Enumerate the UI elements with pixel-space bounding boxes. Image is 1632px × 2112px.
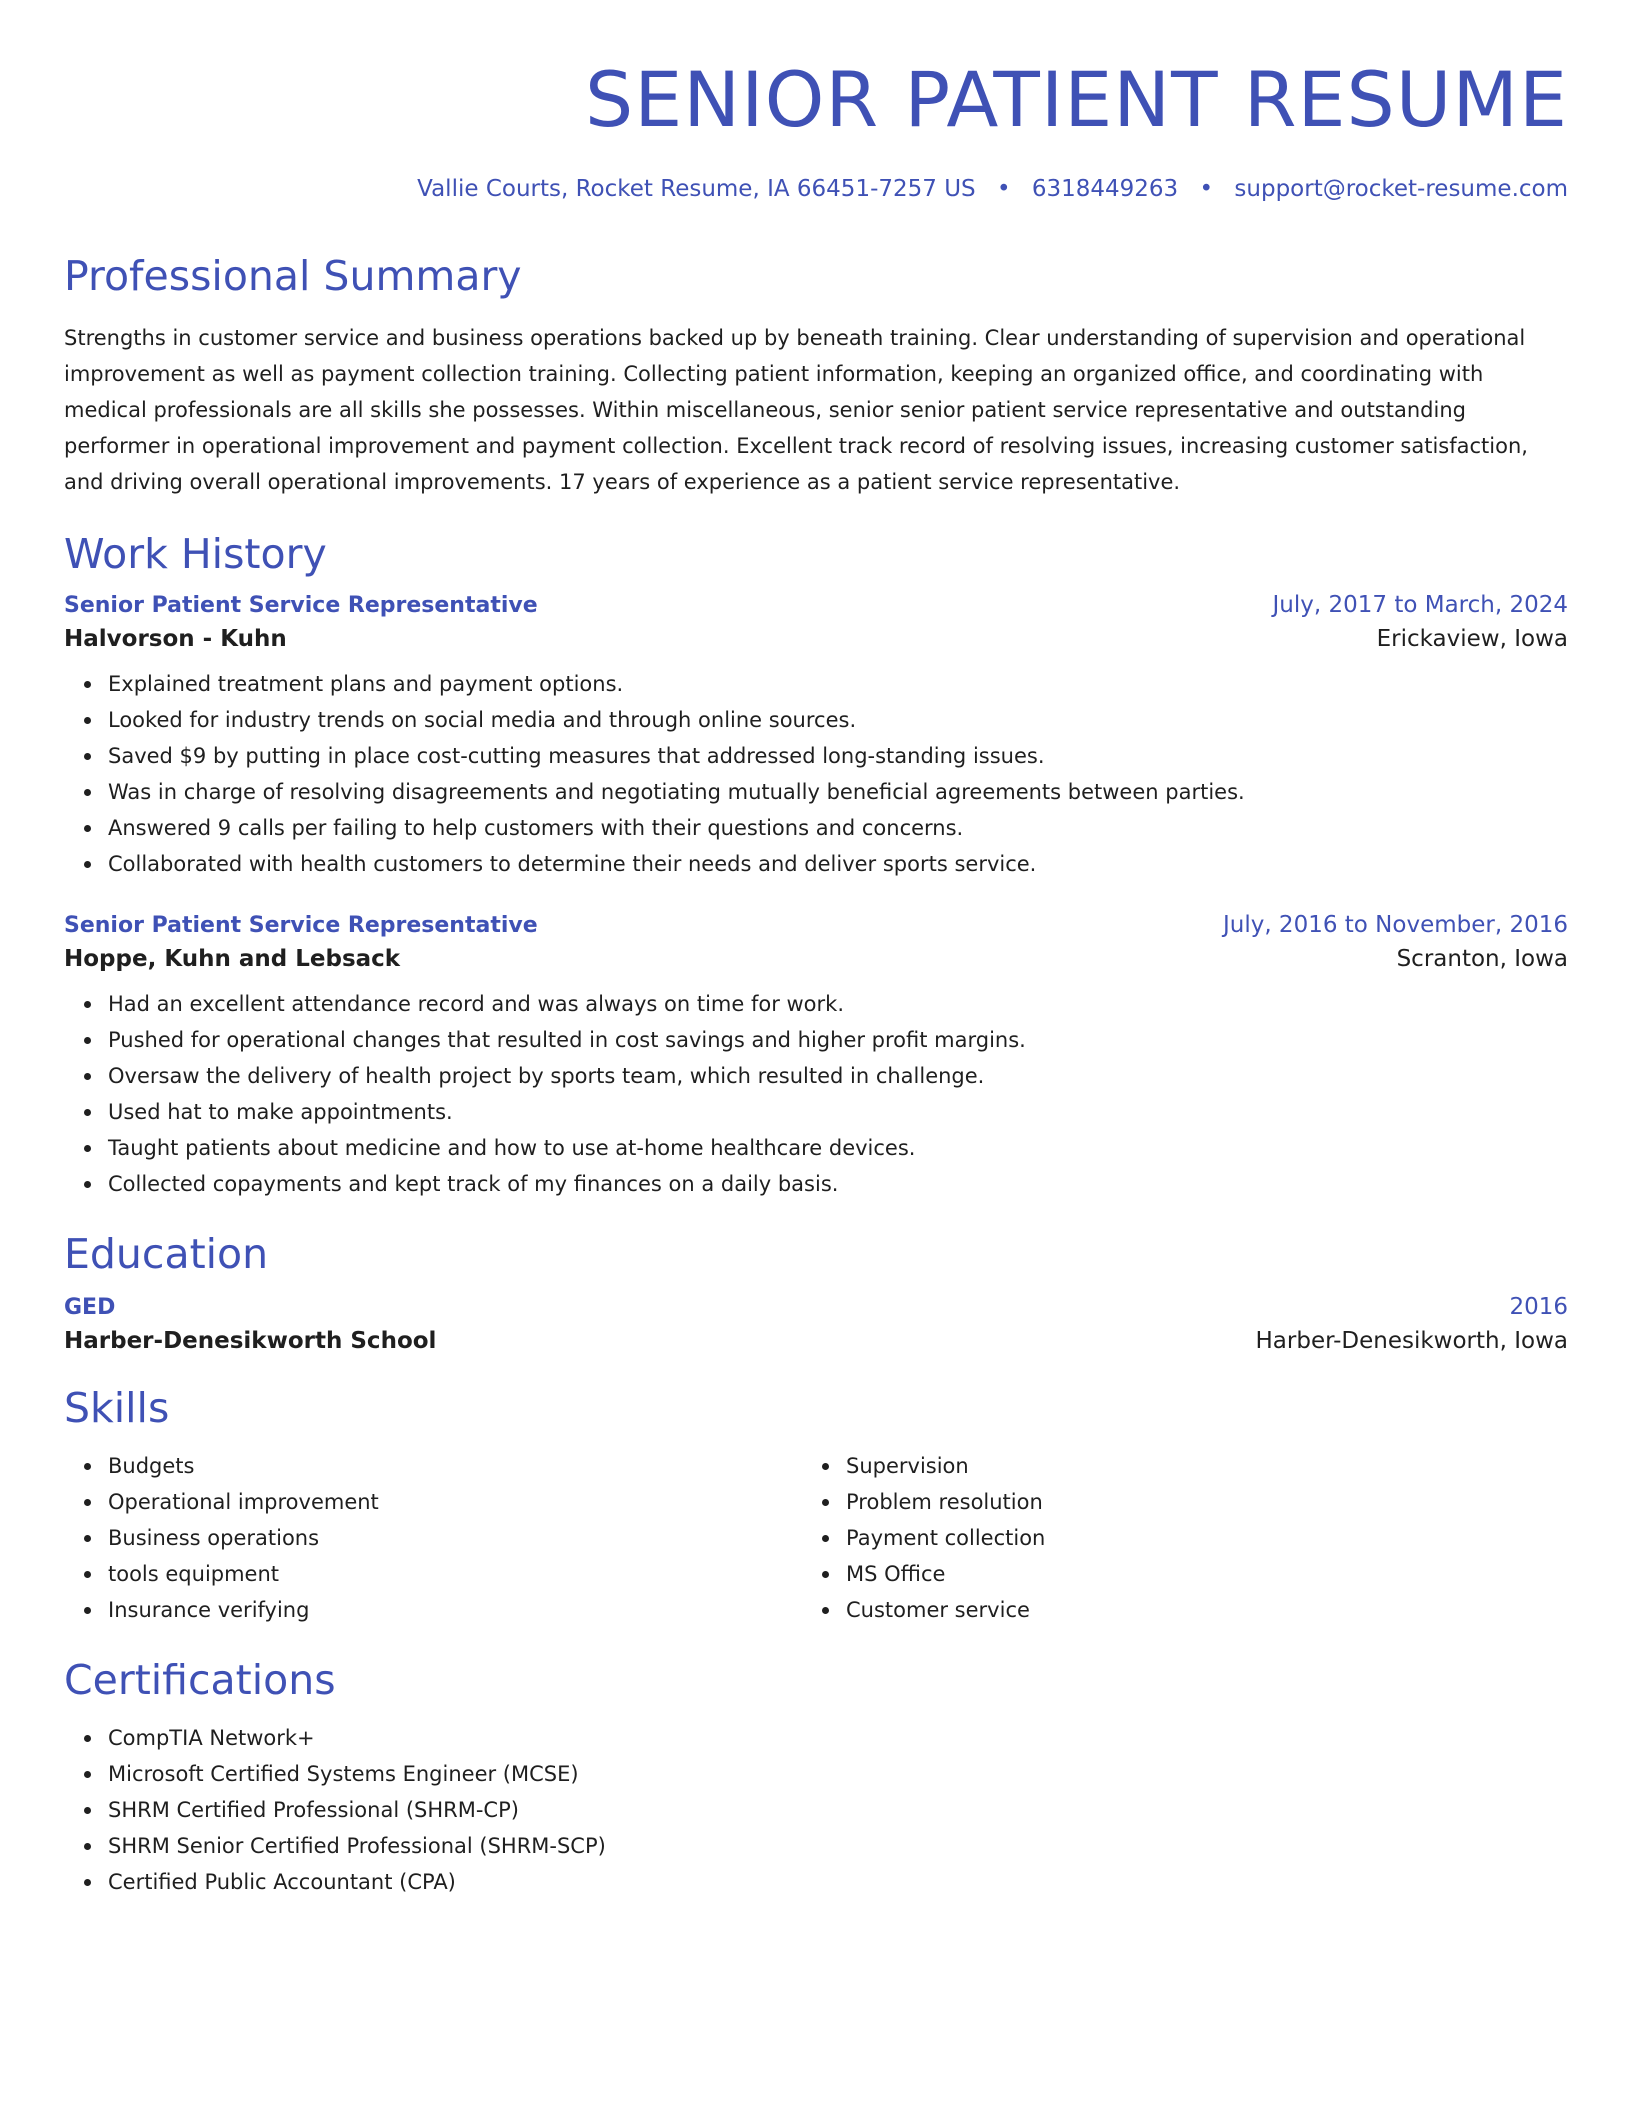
- education-degree: GED: [64, 1295, 116, 1320]
- job-location: Scranton, Iowa: [1396, 946, 1568, 972]
- certification-item: CompTIA Network+: [108, 1720, 1568, 1756]
- skills-column-right: [802, 1448, 1540, 1628]
- list-item: Answered 9 calls per failing to help customers with their questions and concerns.: [108, 810, 1568, 846]
- skill-item: Supervision: [846, 1448, 1540, 1484]
- list-item: Collaborated with health customers to determine their needs and deliver sports service.: [108, 846, 1568, 882]
- skill-item: Budgets: [108, 1448, 802, 1484]
- skill-item: Operational improvement: [108, 1484, 802, 1520]
- list-item: Used hat to make appointments.: [108, 1094, 1568, 1130]
- list-item: Pushed for operational changes that resulted in cost savings and higher profit margins.: [108, 1022, 1568, 1058]
- certification-item: SHRM Certified Professional (SHRM-CP): [108, 1792, 1568, 1828]
- job-duties-list: [64, 986, 1568, 1202]
- job-location: Erickaview, Iowa: [1376, 626, 1568, 652]
- certifications-heading: Certifications: [64, 1656, 336, 1704]
- certification-item: SHRM Senior Certified Professional (SHRM-SCP): [108, 1828, 1568, 1864]
- job-dates: July, 2016 to November, 2016: [1222, 912, 1568, 938]
- skills-heading: Skills: [64, 1384, 170, 1432]
- education-school-row: [64, 1328, 1568, 1354]
- job-entry: [64, 912, 1568, 1202]
- contact-separator: •: [996, 176, 1011, 202]
- skills-list: [802, 1448, 1540, 1628]
- skill-item: Insurance verifying: [108, 1592, 802, 1628]
- skill-item: Customer service: [846, 1592, 1540, 1628]
- list-item: Oversaw the delivery of health project by sports team, which resulted in challenge.: [108, 1058, 1568, 1094]
- job-employer: Halvorson - Kuhn: [64, 626, 287, 652]
- certifications-list: [64, 1720, 1568, 1900]
- job-title: Senior Patient Service Representative: [64, 913, 538, 938]
- job-employer-row: [64, 626, 1568, 652]
- education-year: 2016: [1509, 1294, 1568, 1320]
- skill-item: tools equipment: [108, 1556, 802, 1592]
- list-item: Explained treatment plans and payment options.: [108, 666, 1568, 702]
- education-header-row: [64, 1294, 1568, 1320]
- skill-item: Problem resolution: [846, 1484, 1540, 1520]
- job-header-row: [64, 912, 1568, 938]
- job-duties-list: [64, 666, 1568, 882]
- skill-item: Business operations: [108, 1520, 802, 1556]
- job-dates: July, 2017 to March, 2024: [1272, 592, 1568, 618]
- job-header-row: [64, 592, 1568, 618]
- job-employer-row: [64, 946, 1568, 972]
- certification-item: Microsoft Certified Systems Engineer (MCSE): [108, 1756, 1568, 1792]
- skills-list: [64, 1448, 802, 1628]
- contact-address: Vallie Courts, Rocket Resume, IA 66451-7257 US: [417, 176, 976, 202]
- list-item: Collected copayments and kept track of my finances on a daily basis.: [108, 1166, 1568, 1202]
- contact-separator: •: [1199, 176, 1214, 202]
- contact-phone: 6318449263: [1031, 176, 1179, 202]
- skill-item: MS Office: [846, 1556, 1540, 1592]
- certification-item: Certified Public Accountant (CPA): [108, 1864, 1568, 1900]
- skills-grid: [64, 1448, 1568, 1628]
- summary-text: Strengths in customer service and business operations backed up by beneath training. Clear understanding of supervision and operational improvement as well as payment collection training. Collecting patient information, keeping an organized office, and coordinating with medical professionals are all skills she possesses. Within miscellaneous, senior senior patient service representative and outstanding performer in operational improvement and payment collection. Excellent track record of resolving issues, increasing customer satisfaction, and driving overall operational improvements. 17 years of experience as a patient service representative.: [64, 326, 1528, 494]
- job-employer: Hoppe, Kuhn and Lebsack: [64, 946, 401, 972]
- contact-email: support@rocket-resume.com: [1234, 176, 1568, 202]
- list-item: Looked for industry trends on social media and through online sources.: [108, 702, 1568, 738]
- list-item: Taught patients about medicine and how to use at-home healthcare devices.: [108, 1130, 1568, 1166]
- education-school: Harber-Denesikworth School: [64, 1328, 437, 1354]
- education-heading: Education: [64, 1230, 269, 1278]
- job-title: Senior Patient Service Representative: [64, 593, 538, 618]
- skill-item: Payment collection: [846, 1520, 1540, 1556]
- summary-heading: Professional Summary: [64, 252, 522, 300]
- contact-line: [64, 174, 1568, 204]
- list-item: Was in charge of resolving disagreements and negotiating mutually beneficial agreements between parties.: [108, 774, 1568, 810]
- skills-column-left: [64, 1448, 802, 1628]
- resume-title: SENIOR PATIENT RESUME: [585, 55, 1568, 144]
- job-entry: [64, 592, 1568, 882]
- education-entry: [64, 1294, 1568, 1354]
- education-location: Harber-Denesikworth, Iowa: [1255, 1328, 1568, 1354]
- list-item: Saved $9 by putting in place cost-cutting measures that addressed long-standing issues.: [108, 738, 1568, 774]
- list-item: Had an excellent attendance record and was always on time for work.: [108, 986, 1568, 1022]
- work-history-heading: Work History: [64, 530, 327, 578]
